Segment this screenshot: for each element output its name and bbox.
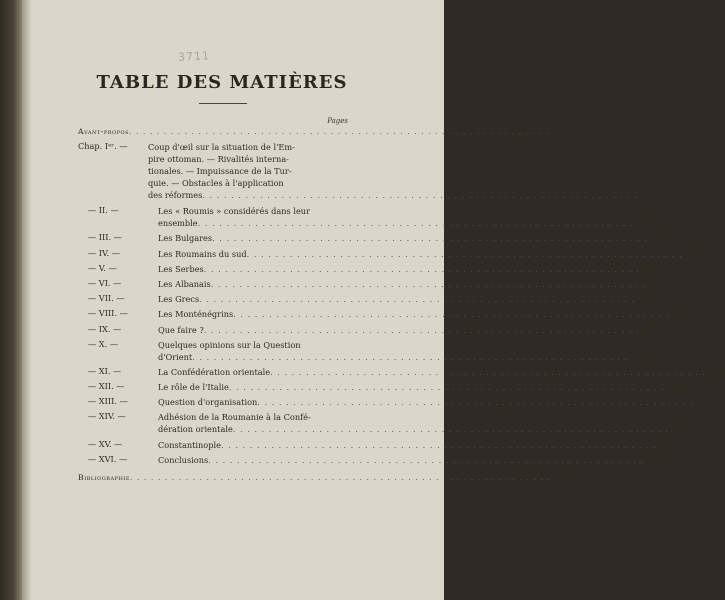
chapter-number: — VIII. —	[88, 308, 128, 319]
entry-page: 165	[631, 351, 647, 362]
entry-page: 157	[642, 324, 659, 335]
chapter-number: — XV. —	[88, 438, 123, 449]
toc-entry-chapter	[78, 308, 688, 320]
entry-page: 103	[642, 263, 659, 274]
chapter-title-line: quie. — Obstacles à l'application	[148, 178, 284, 189]
chapter-title-line: Le rôle de l'Italie	[158, 382, 229, 393]
chapter-title-line: dération orientale	[158, 424, 233, 435]
entry-page: 131	[638, 294, 654, 305]
entry-page: 181	[709, 366, 725, 377]
chapter-title-line: Coup d'œil sur la situation de l'Em-	[148, 142, 295, 153]
chapter-number: — XII. —	[88, 381, 125, 392]
toc-entry-chapter	[78, 277, 666, 290]
chapter-number: — X. —	[88, 338, 119, 349]
entry-page: 283	[553, 472, 571, 482]
dot-leader	[199, 293, 635, 305]
pages-column-header: Pages	[327, 117, 348, 125]
pencil-mark: 3711	[177, 49, 211, 64]
dot-leader	[212, 232, 648, 244]
dot-leader	[204, 324, 640, 336]
chapter-title-line: Adhésion de la Roumanie à la Confé-	[158, 412, 311, 423]
entry-page: 13	[644, 190, 656, 201]
chapter-number: — II. —	[88, 205, 119, 216]
toc-entry-chapter	[78, 453, 663, 466]
chapter-title-line: Les Albanais	[158, 278, 211, 289]
entry-page: 205	[667, 382, 684, 393]
chapter-title-line: Quelques opinions sur la Question	[158, 339, 301, 350]
chapter-list	[78, 141, 725, 466]
chapter-number: — IX. —	[88, 323, 122, 334]
toc-entry-avant-propos	[78, 126, 567, 138]
entry-page: 265	[659, 439, 676, 450]
chapter-title-line: Les « Roumis » considérés dans leur	[158, 206, 310, 217]
dot-leader	[192, 351, 628, 363]
dot-leader	[247, 248, 683, 260]
dot-leader	[257, 396, 693, 408]
toc-entry-chapter	[78, 438, 676, 451]
chapter-title-line: d'Orient	[158, 351, 193, 362]
chapter-number: — XVI. —	[88, 453, 128, 464]
toc-entry-chapter	[78, 293, 654, 305]
toc-entry-chapter	[78, 381, 684, 393]
toc-entry-chapter	[78, 396, 712, 408]
chapter-title-line: Constantinople	[158, 439, 221, 450]
page-title: TABLE DES MATIÈRES	[96, 72, 348, 93]
chapter-title-line: Les Bulgares	[158, 233, 213, 244]
toc-entry-bibliographie	[78, 472, 571, 484]
chapter-number: — VI. —	[88, 277, 122, 288]
toc-entry-chapter	[78, 365, 725, 378]
chapter-title-line: Question d'organisation	[158, 397, 258, 408]
chapter-title-line: Que faire ?	[158, 324, 204, 335]
chapter-title-line: Les Roumains du sud	[158, 248, 247, 259]
toc-entry-chapter	[78, 247, 700, 260]
chapter-number: — III. —	[88, 232, 122, 243]
table-of-contents	[78, 126, 725, 487]
dot-leader	[130, 472, 551, 484]
chapter-title-line: Les Grecs	[158, 294, 200, 305]
dot-leader	[270, 366, 706, 378]
entry-page: 275	[647, 454, 663, 465]
dot-leader	[221, 439, 657, 451]
chapter-number: — XIV. —	[88, 411, 126, 422]
chapter-title-line: tionales. — Impuissance de la Tur-	[148, 166, 292, 177]
entry-page: 237	[696, 397, 712, 408]
dot-leader	[233, 308, 669, 320]
entry-label: Avant-propos	[78, 127, 129, 136]
chapter-number: — IV. —	[88, 247, 120, 258]
toc-entry-chapter	[78, 411, 688, 435]
chapter-title-line: des réformes	[148, 190, 203, 201]
chapter-title-line: ensemble	[158, 218, 198, 229]
chapter-number: — VII. —	[88, 293, 125, 304]
chapter-number: — V. —	[88, 262, 117, 273]
chapter-title-line: pire ottoman. — Rivalités interna-	[148, 154, 289, 165]
toc-entry-chapter	[78, 205, 651, 229]
chapter-number: — XI. —	[88, 365, 122, 376]
chapter-number: — XIII. —	[88, 396, 128, 407]
dot-leader	[233, 423, 669, 435]
toc-entry-chapter	[78, 262, 659, 275]
entry-label: Bibliographie	[78, 472, 130, 482]
dot-leader	[229, 381, 665, 393]
chapter-title-line: Les Serbes	[158, 263, 204, 274]
toc-entry-chapter	[78, 338, 647, 363]
entry-page: 253	[671, 424, 688, 435]
entry-page: 5	[561, 127, 567, 136]
toc-entry-chapter	[78, 232, 666, 244]
entry-page: 41	[640, 218, 651, 229]
toc-entry-chapter	[78, 141, 656, 201]
entry-page: 79	[689, 248, 700, 259]
chapter-title-line: Conclusions	[158, 454, 209, 465]
chapter-number: Chap. Iᵉʳ. —	[78, 141, 128, 152]
title-divider	[199, 103, 247, 104]
chapter-title-line: La Confédération orientale	[158, 366, 271, 377]
dot-leader	[204, 263, 640, 275]
entry-page: 55	[654, 233, 666, 244]
dot-leader	[129, 126, 550, 138]
dot-leader	[198, 217, 634, 229]
entry-page: 113	[649, 278, 666, 289]
dot-leader	[202, 189, 638, 201]
entry-page: 151	[672, 309, 688, 320]
dot-leader	[211, 278, 647, 290]
chapter-title-line: Les Monténégrins	[158, 309, 234, 320]
dot-leader	[208, 454, 644, 466]
toc-entry-chapter	[78, 323, 659, 336]
